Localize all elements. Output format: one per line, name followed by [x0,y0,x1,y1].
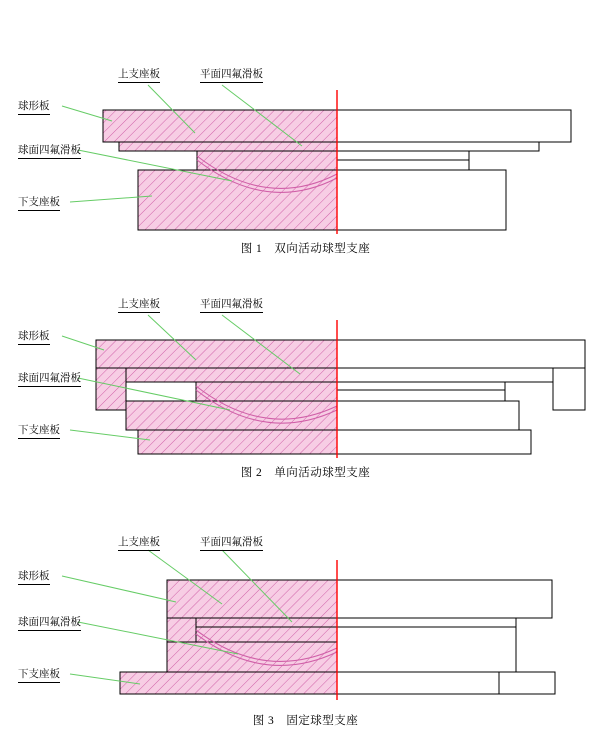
lower-bearing-plate-shape [120,672,337,694]
label-upper-bearing-plate: 上支座板 [118,534,160,551]
label-lower-bearing-plate: 下支座板 [18,194,60,211]
figure-2-caption-text: 单向活动球型支座 [274,467,371,479]
figure-3-caption [0,712,611,728]
upper-bearing-plate-shape [96,340,337,368]
label-flat-ptfe-plate: 平面四氟滑板 [200,66,263,83]
upper-bearing-plate-shape [167,580,337,618]
upper-bearing-plate-shape-right [337,580,552,618]
figure-1-caption [0,240,611,256]
lower-bearing-plate-upper-step [126,401,337,430]
label-spherical-plate: 球形板 [18,568,50,585]
label-spherical-ptfe-plate: 球面四氟滑板 [18,142,81,159]
figure-bidirectional-spherical-bearing [0,18,611,268]
figure-2-caption [0,464,611,480]
figure-2-caption-number: 图 2 [240,467,263,479]
lower-bearing-plate-shape [138,430,337,454]
flat-ptfe-plate-shape-right [337,618,516,627]
label-spherical-ptfe-plate: 球面四氟滑板 [18,370,81,387]
figure-unidirectional-spherical-bearing [0,278,611,496]
flat-ptfe-plate-shape-right [337,368,553,382]
spherical-plate-shape-right [337,627,516,672]
label-lower-bearing-plate: 下支座板 [18,422,60,439]
spherical-plate-shape-right-thin [337,151,469,160]
upper-bearing-plate-shape-right [337,110,571,142]
guide-block-right [553,368,585,410]
upper-bearing-plate-shape [103,110,337,142]
figure-1-caption-number: 图 1 [240,243,263,255]
label-lower-bearing-plate: 下支座板 [18,666,60,683]
lower-bearing-plate-right-end [499,672,555,694]
lower-bearing-plate-shape-right [337,672,499,694]
spherical-plate-gap-right [337,160,469,170]
label-spherical-ptfe-plate: 球面四氟滑板 [18,614,81,631]
lower-bearing-plate-shape [138,170,337,230]
guide-block-left [96,368,126,410]
figure-1-drawing [0,18,611,268]
figure-3-caption-number: 图 3 [252,715,275,727]
lower-bearing-plate-shape-right [337,430,531,454]
flat-ptfe-plate-shape-right [337,142,539,151]
label-upper-bearing-plate: 上支座板 [118,66,160,83]
upper-bearing-plate-shape-right [337,340,585,368]
spherical-plate-step-left [167,618,196,642]
flat-ptfe-plate-shape [126,368,337,382]
label-upper-bearing-plate: 上支座板 [118,296,160,313]
label-spherical-plate: 球形板 [18,98,50,115]
label-flat-ptfe-plate: 平面四氟滑板 [200,534,263,551]
spherical-plate-shape-right-thin [337,382,505,390]
flat-ptfe-plate-shape [119,142,337,151]
figure-3-caption-text: 固定球型支座 [286,715,359,727]
spherical-plate-gap-right [337,390,505,401]
lower-bearing-plate-shape-right [337,170,506,230]
figure-3-drawing [0,512,611,742]
figure-1-caption-text: 双向活动球型支座 [274,243,371,255]
leader-spherical-plate [62,576,176,602]
label-flat-ptfe-plate: 平面四氟滑板 [200,296,263,313]
label-spherical-plate: 球形板 [18,328,50,345]
lower-bearing-plate-right-step [337,401,519,430]
flat-ptfe-plate-shape [196,618,337,627]
figure-fixed-spherical-bearing [0,512,611,742]
